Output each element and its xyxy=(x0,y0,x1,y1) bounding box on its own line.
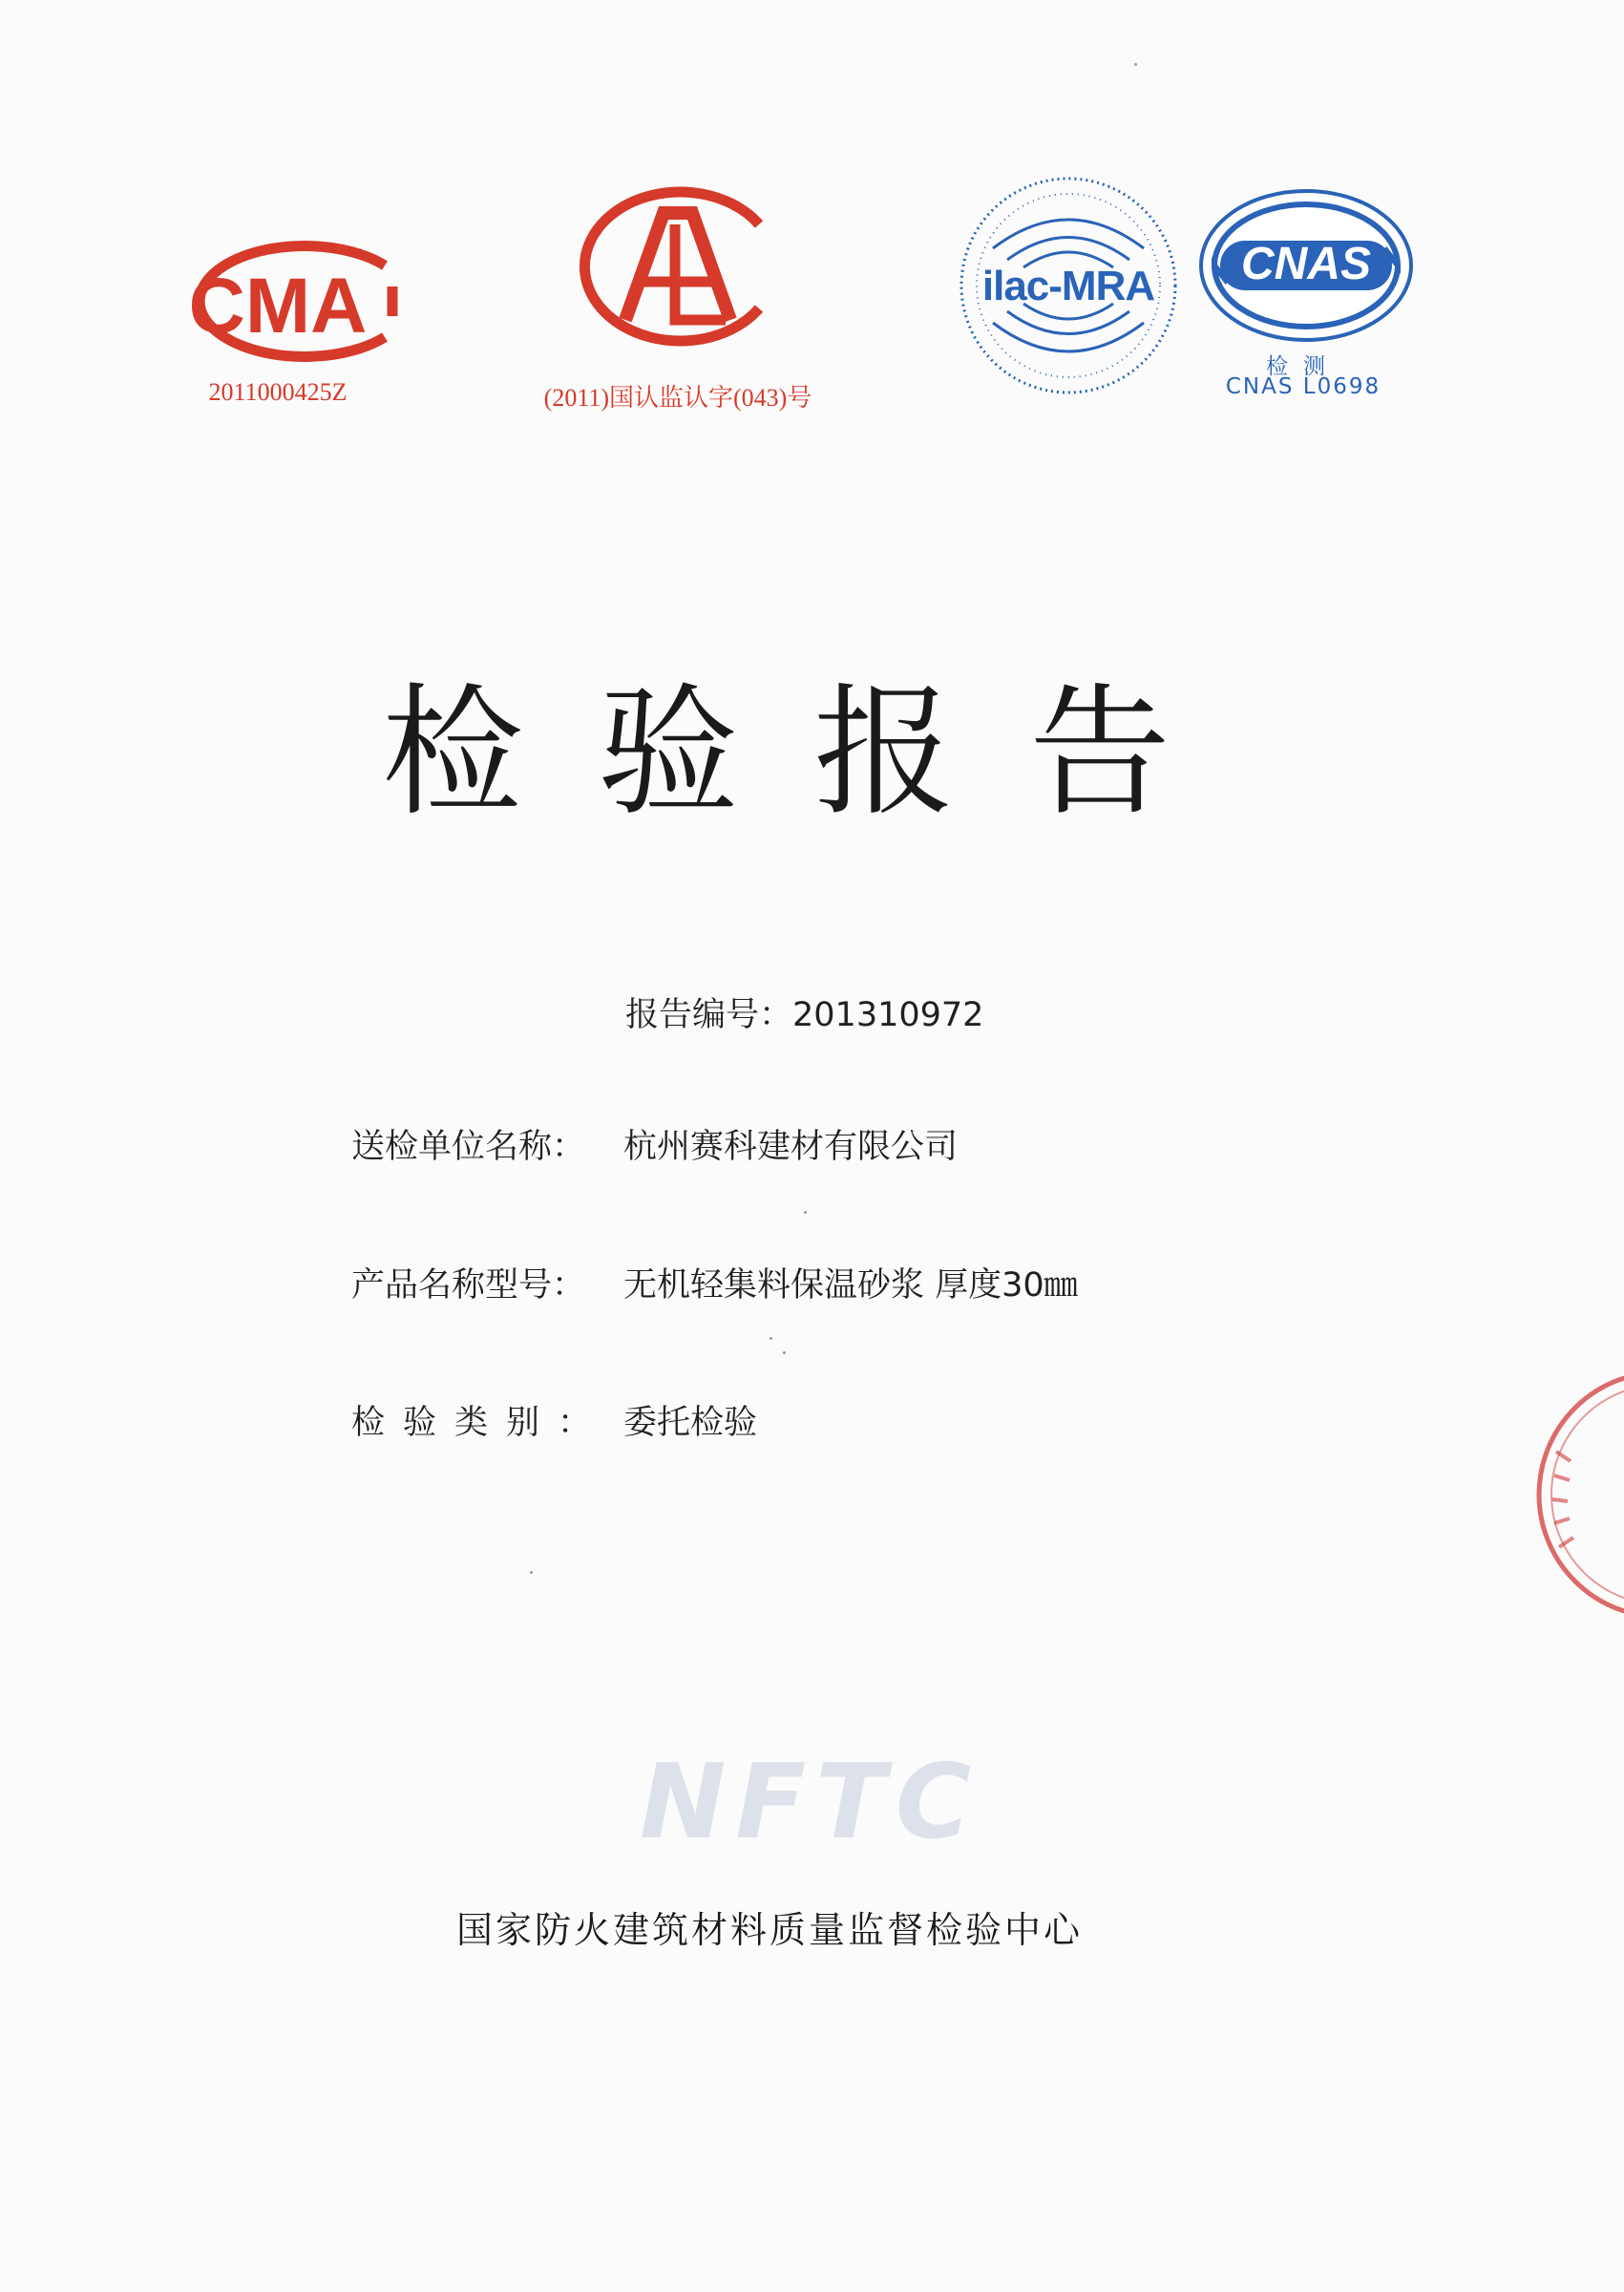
official-seal xyxy=(1528,1366,1624,1624)
product-row xyxy=(351,1259,1078,1306)
sender-label: 送检单位名称： xyxy=(351,1128,586,1166)
product-label: 产品名称型号： xyxy=(351,1266,586,1305)
scan-speck xyxy=(530,1571,533,1574)
inspection-type-label: 检验类别： xyxy=(351,1404,610,1442)
sender-row xyxy=(351,1120,958,1168)
cnas-test-label: 检测 xyxy=(1266,354,1340,379)
inspection-type-row xyxy=(351,1396,757,1444)
sender-value: 杭州赛科建材有限公司 xyxy=(623,1128,959,1166)
scan-speck xyxy=(783,1351,786,1354)
cal-certificate-number: (2011)国认监认字(043)号 xyxy=(543,384,812,412)
report-number-row xyxy=(625,988,983,1036)
scan-speck xyxy=(1134,63,1137,66)
report-number-label: 报告编号： xyxy=(625,996,793,1034)
cnas-logo-text: CNAS xyxy=(1240,239,1372,289)
cma-logo xyxy=(156,237,400,366)
cma-logo-text: CMA xyxy=(188,263,368,350)
cnas-logo xyxy=(1193,181,1423,344)
cma-certificate-number: 2011000425Z xyxy=(208,378,348,406)
nftc-watermark: NFTC xyxy=(640,1743,981,1862)
cnas-accreditation-number: CNAS L0698 xyxy=(1225,374,1381,399)
scan-speck xyxy=(770,1337,772,1340)
cal-logo xyxy=(568,186,783,347)
scan-speck xyxy=(804,1211,807,1214)
product-value: 无机轻集料保温砂浆 厚度30㎜ xyxy=(623,1266,1078,1305)
issuing-organization: 国家防火建筑材料质量监督检验中心 xyxy=(456,1909,1084,1951)
ilac-mra-logo xyxy=(955,172,1182,399)
inspection-type-value: 委托检验 xyxy=(623,1404,758,1442)
report-title: 检验报告 xyxy=(382,670,1245,835)
report-number-value: 201310972 xyxy=(792,996,984,1034)
ilac-logo-text: ilac-MRA xyxy=(981,263,1155,309)
